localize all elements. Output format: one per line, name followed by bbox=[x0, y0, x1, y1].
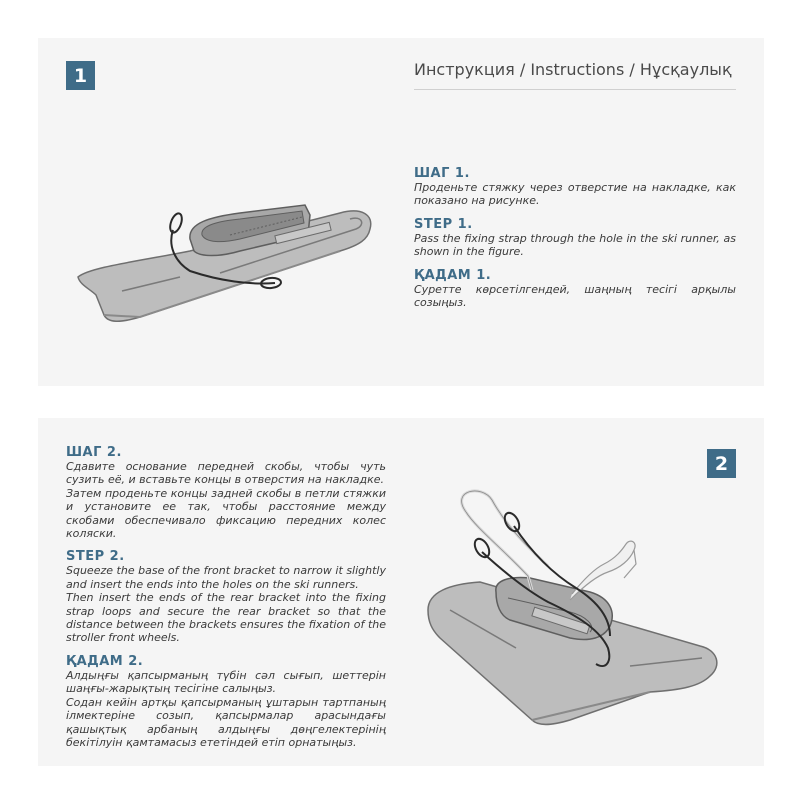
step-2-text-kk-1: Алдыңғы қапсырманың түбін сәл сығып, шеттерін шаңғы-жарықтың тесігіне салыңыз. bbox=[66, 668, 386, 696]
step-1-text-en: Pass the fixing strap through the hole in the ski runner, as shown in the figure. bbox=[414, 231, 736, 259]
step-2-heading-kk: ҚАДАМ 2. bbox=[66, 653, 144, 669]
step-2-text-ru-2: Затем проденьте концы задней скобы в петли стяжки и установите ее так, чтобы расстояние между скобами обеспечивало фиксацию передних колес коляски. bbox=[66, 486, 386, 541]
step-2-text-en-1: Squeeze the base of the front bracket to narrow it slightly and insert the ends into the holes on the ski runners. bbox=[66, 564, 386, 591]
step-2-text-ru-1: Сдавите основание передней скобы, чтобы чуть сузить её, и вставьте концы в отверстия на накладке. bbox=[66, 460, 386, 487]
ski-with-brackets-illustration bbox=[420, 480, 730, 745]
step-2-number-badge: 2 bbox=[707, 449, 736, 478]
step-1-text-kk: Суретте көрсетілгендей, шаңның тесігі арқылы созыңыз. bbox=[414, 282, 736, 310]
step-1-heading-kk: ҚАДАМ 1. bbox=[414, 267, 492, 283]
step-2-heading-ru: ШАГ 2. bbox=[66, 445, 122, 460]
step-2-text-kk-2: Содан кейін артқы қапсырманың ұштарын тартпаның ілмектеріне созып, қапсырмалар арасындағы қашықтық арбаның алдыңғы дөңгелектерінің бекітілуін қамтамасыз ететіндей етіп орнатыңыз. bbox=[66, 695, 386, 749]
step-1-text-ru: Проденьте стяжку через отверстие на накладке, как показано на рисунке. bbox=[414, 181, 736, 208]
header-divider bbox=[414, 89, 736, 90]
instructions-title: Инструкция / Instructions / Нұсқаулық bbox=[414, 60, 732, 79]
step-1-text bbox=[414, 166, 736, 309]
step-1-heading-en: STEP 1. bbox=[414, 216, 473, 232]
step-2-text-en-2: Then insert the ends of the rear bracket into the fixing strap loops and secure the rear bracket so that the distance between the brackets ensures the fixation of the stroller front wheels. bbox=[66, 591, 386, 645]
step-1-number-badge: 1 bbox=[66, 61, 95, 90]
step-2-text bbox=[66, 445, 386, 749]
step-1-heading-ru: ШАГ 1. bbox=[414, 166, 470, 181]
ski-runner-with-strap-illustration bbox=[70, 195, 380, 335]
step-2-heading-en: STEP 2. bbox=[66, 549, 125, 565]
front-bracket bbox=[462, 491, 548, 590]
